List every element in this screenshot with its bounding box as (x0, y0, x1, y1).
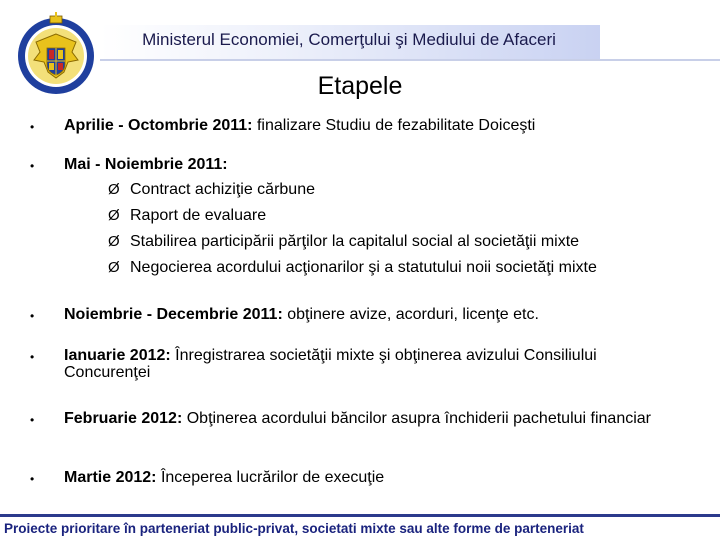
bullet-text (64, 347, 674, 381)
bullet-description: Înregistrarea societăţii mixte şi obţinerea avizului Consiliului Concurenţei (64, 347, 597, 381)
bullet-marker: • (30, 159, 35, 173)
sub-item (108, 181, 315, 199)
bullet-marker: • (30, 350, 35, 364)
bullet-text (64, 410, 674, 427)
bullet-period: Aprilie - Octombrie 2011: (64, 117, 253, 134)
bullet-description: Începerea lucrărilor de execuţie (156, 469, 385, 486)
sub-item (108, 207, 266, 225)
bullet-period: Martie 2012: (64, 469, 157, 486)
header-divider (100, 59, 720, 61)
bullet-description: finalizare Studiu de fezabilitate Doiceşti (252, 117, 536, 134)
bullet-period: Ianuarie 2012: (64, 347, 171, 364)
slide-title: Etapele (317, 72, 403, 100)
bullet-text (64, 156, 674, 173)
arrow-bullet-icon: Ø (108, 259, 120, 276)
arrow-bullet-icon: Ø (108, 181, 120, 198)
bullet-description: Obţinerea acordului băncilor asupra închiderii pachetului financiar (182, 410, 651, 427)
footer-text: Proiecte prioritare în parteneriat public-privat, societati mixte sau alte forme de parteneriat (4, 521, 584, 536)
bullet-text (64, 117, 674, 134)
bullet-text (64, 306, 674, 323)
bullet-period: Noiembrie - Decembrie 2011: (64, 306, 283, 323)
bullet-text (64, 469, 674, 486)
bullet-marker: • (30, 472, 35, 486)
sub-item (108, 259, 597, 277)
bullet-period: Mai - Noiembrie 2011: (64, 156, 228, 173)
ministry-title: Ministerul Economiei, Comerţului şi Mediului de Afaceri (142, 30, 556, 49)
arrow-bullet-icon: Ø (108, 233, 120, 250)
bullet-marker: • (30, 120, 35, 134)
bullet-description: obţinere avize, acorduri, licenţe etc. (282, 306, 539, 323)
sub-item-text: Stabilirea participării părţilor la capitalul social al societăţii mixte (130, 233, 580, 250)
sub-item (108, 233, 579, 251)
sub-item-text: Negocierea acordului acţionarilor şi a statutului noii societăţi mixte (130, 259, 597, 276)
bullet-period: Februarie 2012: (64, 410, 183, 427)
sub-item-text: Raport de evaluare (130, 207, 267, 224)
footer-divider (0, 514, 720, 517)
arrow-bullet-icon: Ø (108, 207, 120, 224)
sub-item-text: Contract achiziţie cărbune (130, 181, 315, 198)
bullet-marker: • (30, 309, 35, 323)
bullet-marker: • (30, 413, 35, 427)
